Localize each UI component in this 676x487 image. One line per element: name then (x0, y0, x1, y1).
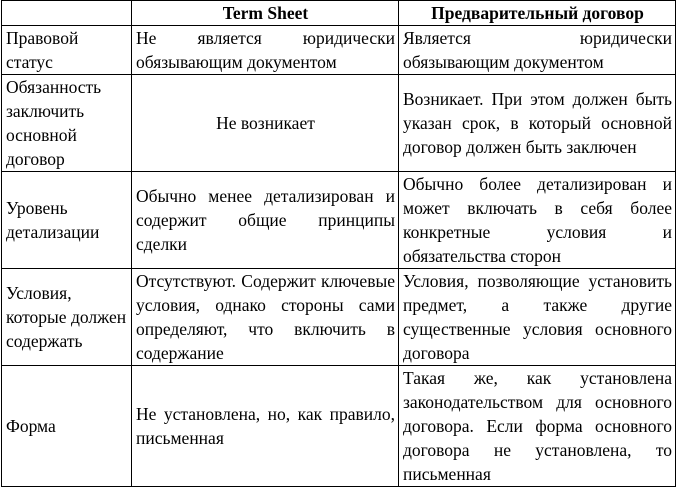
cell-preliminary: Такая же, как установлена законодательством для основного договора. Если форма основного договора не установлена, то письменная (399, 366, 676, 487)
row-label-obligation: Обязанность заключить основной договор (2, 75, 132, 172)
cell-preliminary: Возникает. При этом должен быть указан срок, в который основной договор должен быть заключен (399, 75, 676, 172)
cell-term-sheet: Не является юридически обязывающим документом (132, 26, 399, 75)
row-label-conditions: Условия, которые должен содержать (2, 269, 132, 366)
cell-preliminary: Условия, позволяющие установить предмет, а также другие существенные условия основного договора (399, 269, 676, 366)
table-row (2, 26, 676, 75)
cell-term-sheet: Обычно менее детализирован и содержит общие принципы сделки (132, 172, 399, 269)
row-label-legal-status: Правовой статус (2, 26, 132, 75)
cell-term-sheet: Отсутствуют. Содержит ключевые условия, однако стороны сами определяют, что включить в содержание (132, 269, 399, 366)
header-term-sheet: Term Sheet (132, 1, 399, 26)
row-label-form: Форма (2, 366, 132, 487)
header-preliminary-agreement: Предварительный договор (399, 1, 676, 26)
header-row (2, 1, 676, 26)
cell-term-sheet: Не установлена, но, как правило, письменная (132, 366, 399, 487)
comparison-table (1, 0, 676, 487)
table-row (2, 366, 676, 487)
cell-preliminary: Обычно более детализирован и может включать в себя более конкретные условия и обязательства сторон (399, 172, 676, 269)
table-row (2, 269, 676, 366)
header-empty (2, 1, 132, 26)
table-row (2, 172, 676, 269)
cell-term-sheet: Не возникает (132, 75, 399, 172)
table-row (2, 75, 676, 172)
cell-preliminary: Является юридически обязывающим документом (399, 26, 676, 75)
row-label-detail-level: Уровень детализации (2, 172, 132, 269)
